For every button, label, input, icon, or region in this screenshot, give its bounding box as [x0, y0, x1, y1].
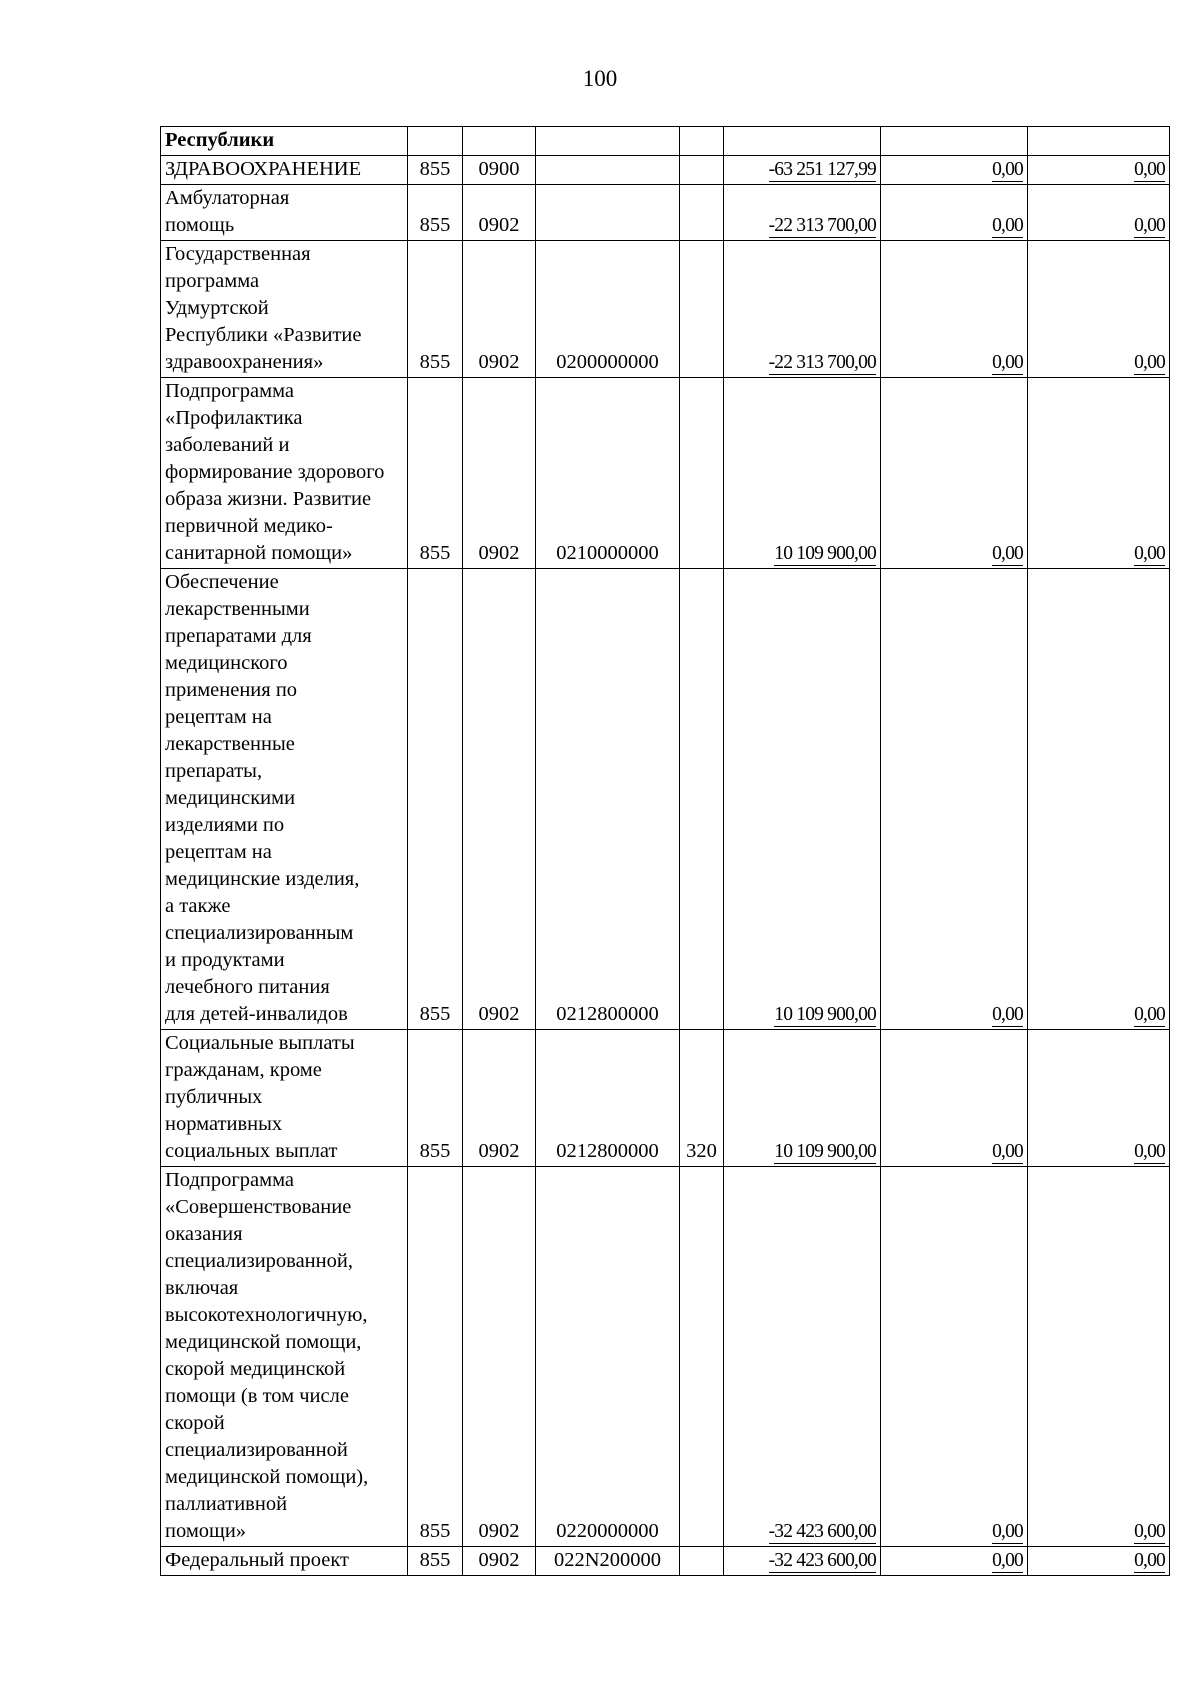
- target-article-code: 0210000000: [536, 378, 680, 569]
- amount-year-2: [881, 127, 1028, 156]
- amount-year-3-value: 0,00: [1134, 1550, 1165, 1571]
- target-article-code: [536, 185, 680, 241]
- amount-year-1-value: -22 313 700,00: [768, 352, 876, 373]
- amount-year-3: [1028, 569, 1170, 1030]
- section-code: [463, 127, 536, 156]
- ministry-code: 855: [408, 185, 463, 241]
- amount-year-3: [1028, 127, 1170, 156]
- amount-year-3: [1028, 156, 1170, 185]
- amount-year-2: [881, 1547, 1028, 1576]
- row-name: ЗДРАВООХРАНЕНИЕ: [161, 156, 408, 185]
- amount-year-1: [724, 185, 881, 241]
- amount-year-3-value: 0,00: [1134, 159, 1165, 180]
- expense-type-code: [680, 569, 724, 1030]
- section-code: 0902: [463, 1167, 536, 1547]
- row-name: Подпрограмма «Профилактика заболеваний и формирование здорового образа жизни. Развитие первичной медико-санитарной помощи»: [161, 378, 408, 569]
- ministry-code: [408, 127, 463, 156]
- ministry-code: 855: [408, 1167, 463, 1547]
- amount-year-2-value: 0,00: [992, 1550, 1023, 1571]
- target-article-code: 0220000000: [536, 1167, 680, 1547]
- amount-year-3: [1028, 1167, 1170, 1547]
- row-name: Федеральный проект: [161, 1547, 408, 1576]
- section-code: 0900: [463, 156, 536, 185]
- amount-year-1-value: -32 423 600,00: [768, 1521, 876, 1542]
- amount-year-1-value: -32 423 600,00: [768, 1550, 876, 1571]
- ministry-code: 855: [408, 241, 463, 378]
- expense-type-code: [680, 241, 724, 378]
- amount-year-1: [724, 127, 881, 156]
- section-code: 0902: [463, 185, 536, 241]
- row-name: Республики: [161, 127, 408, 156]
- amount-year-3: [1028, 1030, 1170, 1167]
- row-name: Амбулаторная помощь: [161, 185, 408, 241]
- section-code: 0902: [463, 241, 536, 378]
- amount-year-3-value: 0,00: [1134, 352, 1165, 373]
- expense-type-code: [680, 1547, 724, 1576]
- row-name: Подпрограмма «Совершенствование оказания специализированной, включая высокотехнологичную, медицинской помощи, скорой медицинской помощи (в том числе скорой специализированной медицинской помощи), паллиативной помощи»: [161, 1167, 408, 1547]
- target-article-code: 022N200000: [536, 1547, 680, 1576]
- amount-year-1-value: 10 109 900,00: [774, 1141, 876, 1162]
- table-row: [161, 1547, 1170, 1576]
- expense-type-code: 320: [680, 1030, 724, 1167]
- amount-year-1-value: 10 109 900,00: [774, 543, 876, 564]
- table-row: [161, 127, 1170, 156]
- section-code: 0902: [463, 569, 536, 1030]
- ministry-code: 855: [408, 569, 463, 1030]
- table-row: [161, 1167, 1170, 1547]
- section-code: 0902: [463, 1030, 536, 1167]
- target-article-code: 0212800000: [536, 1030, 680, 1167]
- table-row: [161, 241, 1170, 378]
- amount-year-3-value: 0,00: [1134, 1521, 1165, 1542]
- amount-year-3: [1028, 185, 1170, 241]
- table-row: [161, 156, 1170, 185]
- row-name: Государственная программа Удмуртской Республики «Развитие здравоохранения»: [161, 241, 408, 378]
- amount-year-2-value: 0,00: [992, 543, 1023, 564]
- amount-year-2: [881, 241, 1028, 378]
- amount-year-2-value: 0,00: [992, 159, 1023, 180]
- amount-year-2: [881, 156, 1028, 185]
- amount-year-3: [1028, 241, 1170, 378]
- amount-year-3-value: 0,00: [1134, 215, 1165, 236]
- amount-year-2-value: 0,00: [992, 1141, 1023, 1162]
- expense-type-code: [680, 156, 724, 185]
- amount-year-1: [724, 378, 881, 569]
- expense-type-code: [680, 185, 724, 241]
- amount-year-1: [724, 1547, 881, 1576]
- amount-year-3: [1028, 1547, 1170, 1576]
- amount-year-2: [881, 569, 1028, 1030]
- amount-year-1: [724, 241, 881, 378]
- amount-year-1: [724, 156, 881, 185]
- table-row: [161, 1030, 1170, 1167]
- target-article-code: 0200000000: [536, 241, 680, 378]
- amount-year-1-value: -22 313 700,00: [768, 215, 876, 236]
- amount-year-2-value: 0,00: [992, 352, 1023, 373]
- row-name: Социальные выплаты гражданам, кроме публичных нормативных социальных выплат: [161, 1030, 408, 1167]
- amount-year-2-value: 0,00: [992, 1521, 1023, 1542]
- page-number: 100: [582, 66, 618, 91]
- budget-table: [160, 126, 1170, 1576]
- target-article-code: [536, 156, 680, 185]
- section-code: 0902: [463, 378, 536, 569]
- amount-year-1: [724, 1167, 881, 1547]
- table-row: [161, 378, 1170, 569]
- amount-year-2-value: 0,00: [992, 1004, 1023, 1025]
- amount-year-2: [881, 185, 1028, 241]
- amount-year-1: [724, 1030, 881, 1167]
- amount-year-3-value: 0,00: [1134, 1004, 1165, 1025]
- amount-year-1: [724, 569, 881, 1030]
- amount-year-2: [881, 1030, 1028, 1167]
- ministry-code: 855: [408, 1030, 463, 1167]
- ministry-code: 855: [408, 1547, 463, 1576]
- section-code: 0902: [463, 1547, 536, 1576]
- amount-year-1-value: 10 109 900,00: [774, 1004, 876, 1025]
- amount-year-3-value: 0,00: [1134, 1141, 1165, 1162]
- expense-type-code: [680, 127, 724, 156]
- target-article-code: [536, 127, 680, 156]
- amount-year-3: [1028, 378, 1170, 569]
- row-name: Обеспечение лекарственными препаратами для медицинского применения по рецептам на лекарственные препараты, медицинскими изделиями по рецептам на медицинские изделия, а также специализированным и продуктами лечебного питания для детей-инвалидов: [161, 569, 408, 1030]
- table-row: [161, 185, 1170, 241]
- expense-type-code: [680, 1167, 724, 1547]
- amount-year-2-value: 0,00: [992, 215, 1023, 236]
- ministry-code: 855: [408, 378, 463, 569]
- amount-year-1-value: -63 251 127,99: [768, 159, 876, 180]
- amount-year-3-value: 0,00: [1134, 543, 1165, 564]
- ministry-code: 855: [408, 156, 463, 185]
- amount-year-2: [881, 1167, 1028, 1547]
- table-row: [161, 569, 1170, 1030]
- target-article-code: 0212800000: [536, 569, 680, 1030]
- expense-type-code: [680, 378, 724, 569]
- amount-year-2: [881, 378, 1028, 569]
